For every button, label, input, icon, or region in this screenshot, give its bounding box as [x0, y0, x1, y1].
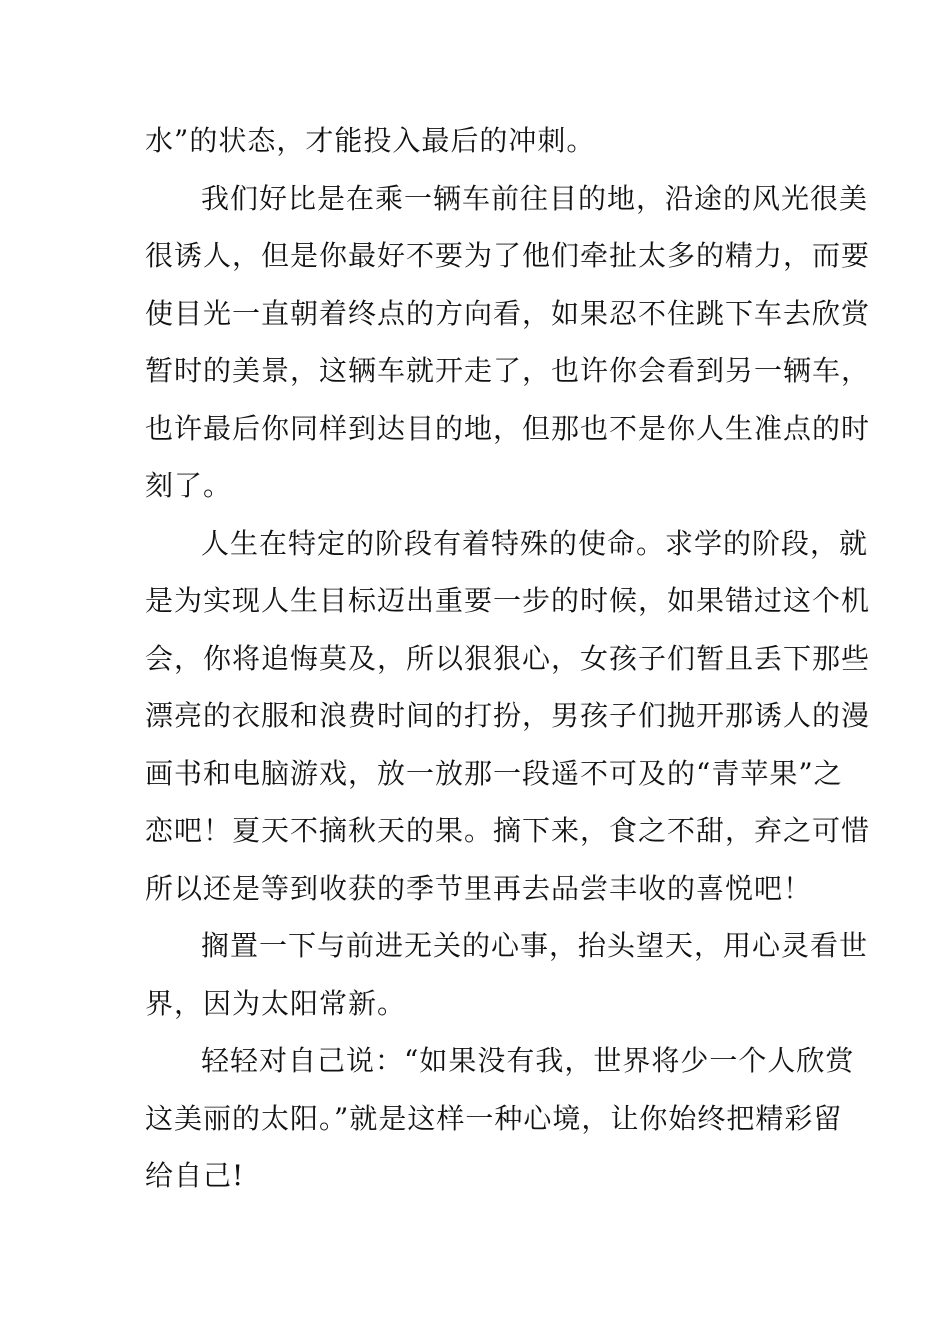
text-line: 漂亮的衣服和浪费时间的打扮，男孩子们抛开那诱人的漫	[145, 699, 871, 732]
text-line: 很诱人，但是你最好不要为了他们牵扯太多的精力，而要	[145, 239, 871, 272]
text-line: 水”的状态，才能投入最后的冲刺。	[145, 124, 596, 157]
text-line: 会，你将追悔莫及，所以狠狠心，女孩子们暂且丢下那些	[145, 641, 871, 675]
document-body	[145, 112, 871, 1205]
text-line: 界，因为太阳常新。	[145, 986, 407, 1020]
paragraph-start-line: 我们好比是在乘一辆车前往目的地，沿途的风光很美	[201, 181, 869, 215]
text-line: 给自己!	[145, 1159, 245, 1192]
text-line: 使目光一直朝着终点的方向看，如果忍不住跳下车去欣赏	[145, 296, 871, 330]
text-line: 刻了。	[145, 469, 233, 502]
text-line: 画书和电脑游戏，放一放那一段遥不可及的“青苹果”之	[145, 756, 843, 790]
text-line: 也许最后你同样到达目的地，但那也不是你人生准点的时	[145, 411, 871, 445]
text-line: 这美丽的太阳。”就是这样一种心境，让你始终把精彩留	[145, 1101, 843, 1135]
text-line: 恋吧！夏天不摘秋天的果。摘下来，食之不甜，弃之可惜	[145, 814, 871, 847]
text-line: 是为实现人生目标迈出重要一步的时候，如果错过这个机	[145, 584, 871, 617]
paragraph-start-line: 人生在特定的阶段有着特殊的使命。求学的阶段，就	[201, 526, 869, 560]
paragraph-start-line: 轻轻对自己说：“如果没有我，世界将少一个人欣赏	[201, 1044, 855, 1077]
paragraph-start-line: 搁置一下与前进无关的心事，抬头望天，用心灵看世	[201, 929, 869, 962]
text-line: 暂时的美景，这辆车就开走了，也许你会看到另一辆车，	[145, 354, 871, 387]
text-line: 所以还是等到收获的季节里再去品尝丰收的喜悦吧！	[145, 871, 813, 905]
